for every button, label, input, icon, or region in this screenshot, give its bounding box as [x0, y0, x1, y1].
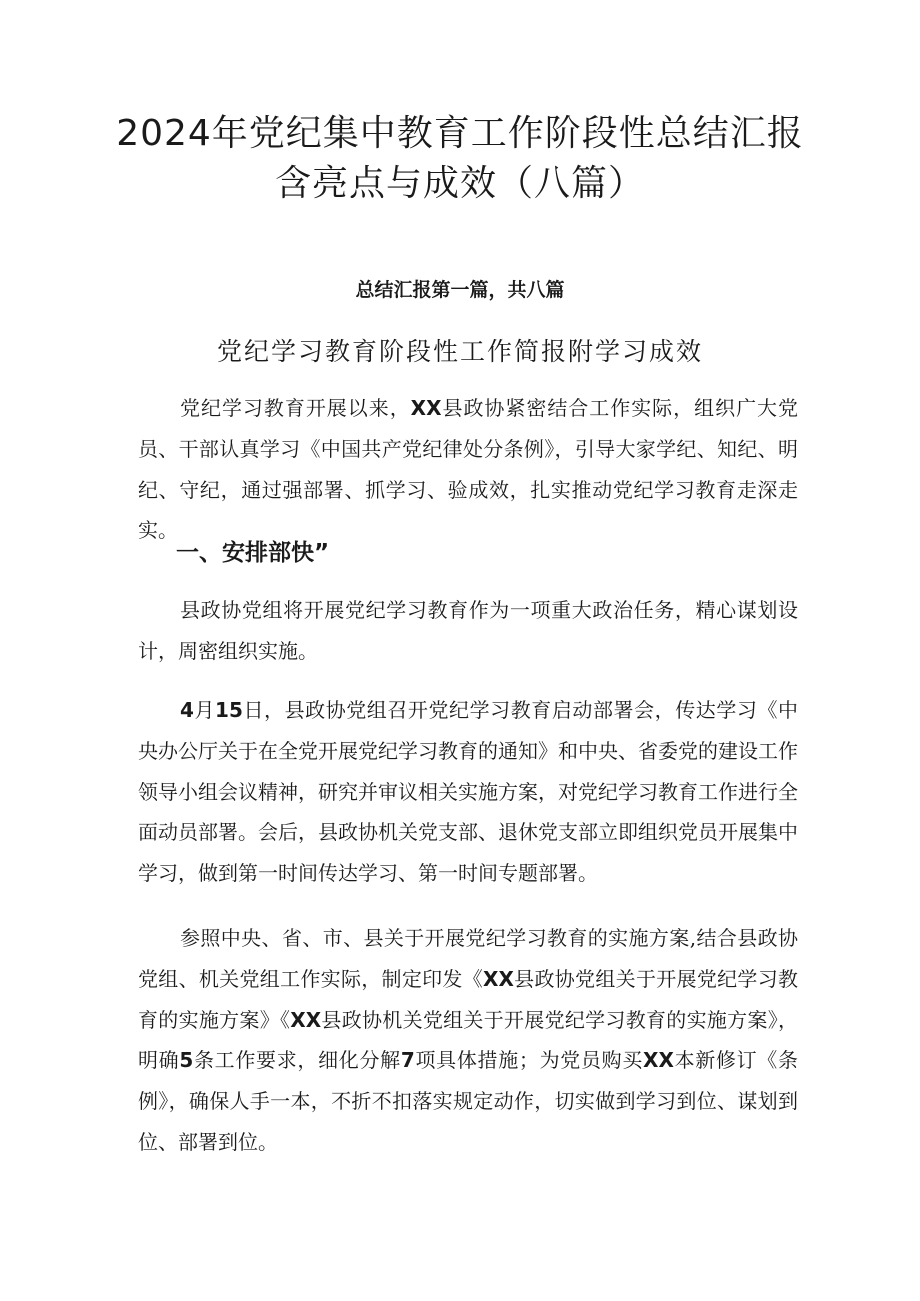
p4-text-i: 项具体措施；为党员购买: [414, 1048, 644, 1073]
p4-text-e: 县政协机关党组关于开展党纪学习教育的实施方案》，明确: [138, 1007, 799, 1073]
paragraph-3: [138, 690, 798, 894]
part-label: 总结汇报第一篇，共八篇: [355, 279, 565, 301]
p1-county-placeholder: XX: [410, 396, 442, 420]
article-subtitle: 党纪学习教育阶段性工作简报附学习成效: [216, 337, 703, 366]
p4-county-placeholder-1: XX: [483, 966, 514, 991]
document-title-line-2: 含亮点与成效（八篇）: [274, 163, 645, 204]
section-heading-1: 一、安排部快”: [176, 540, 330, 566]
p1-text-a: 党纪学习教育开展以来，: [180, 396, 411, 420]
p4-county-placeholder-2: XX: [290, 1007, 322, 1032]
paragraph-2: 县政协党组将开展党纪学习教育作为一项重大政治任务，精心谋划设计，周密组织实施。: [138, 598, 798, 663]
p3-day-number: 15: [215, 698, 243, 722]
p4-books-placeholder: XX: [643, 1048, 674, 1073]
p1-text-c: 县政协紧密结合工作实际，组织广大党员、干部认真学习《中国共产党纪律处分条例》，引导大家学纪、知纪、明纪、守纪，通过强部署、抓学习、验成效，扎实推动党纪学习教育走深走实。: [138, 396, 799, 543]
p4-text-g: 条工作要求，细化分解: [193, 1048, 401, 1073]
p4-text-a: 参照中央、省、市、县关于开展党纪学习教育的实施方案,结合县政协党组、机关党组工作实际，制定印发《: [138, 926, 798, 991]
p4-requirements-count: 5: [179, 1048, 194, 1073]
p4-measures-count: 7: [400, 1048, 415, 1073]
p3-text-b: 月: [193, 698, 216, 722]
document-title-line-1: 2024年党纪集中教育工作阶段性总结汇报: [116, 113, 804, 154]
p3-month-number: 4: [180, 698, 194, 722]
p4-text-k: 本新修订《条例》，确保人手一本，不折不扣落实规定动作，切实做到学习到位、谋划到位、部署到位。: [138, 1048, 798, 1154]
p3-text-d: 日，县政协党组召开党纪学习教育启动部署会，传达学习《中央办公厅关于在全党开展党纪学习教育的通知》和中央、省委党的建设工作领导小组会议精神，研究并审议相关实施方案，对党纪学习教育工作进行全面动员部署。会后，县政协机关党支部、退休党支部立即组织党员开展集中学习，做到第一时间传达学习、第一时间专题部署。: [138, 698, 799, 886]
p4-text-c: 县政协党组关于开展党纪学习教育的实施方案》《: [138, 966, 799, 1032]
paragraph-4: [138, 918, 798, 1163]
intro-paragraph: [138, 388, 798, 551]
